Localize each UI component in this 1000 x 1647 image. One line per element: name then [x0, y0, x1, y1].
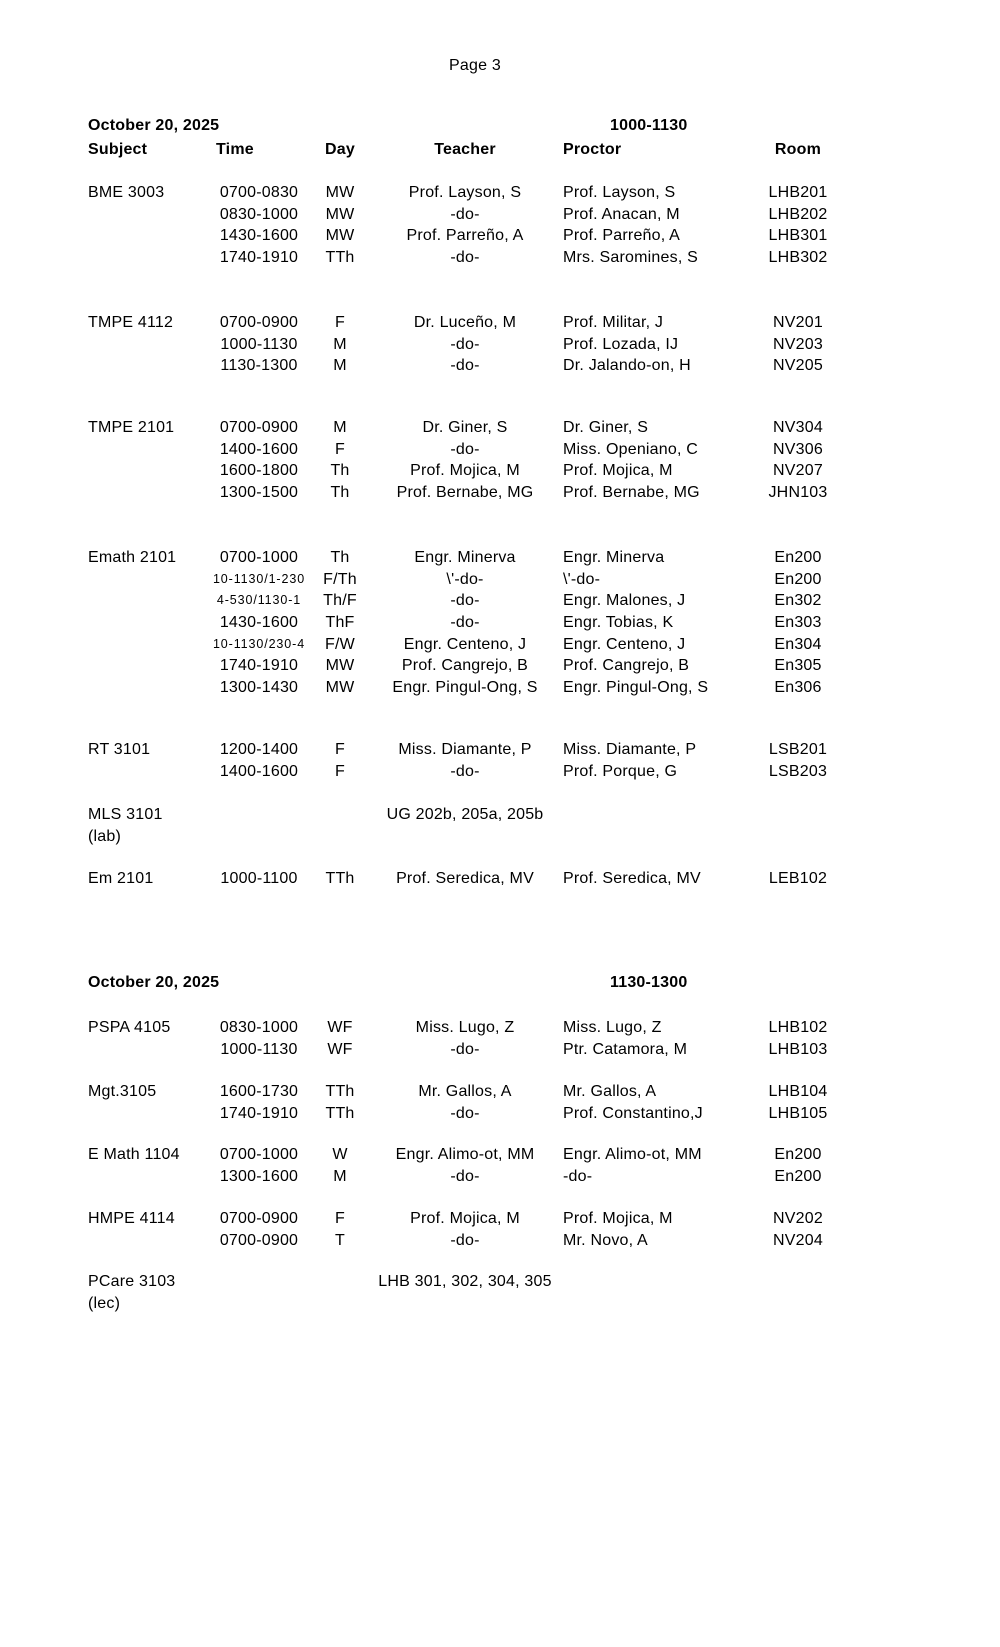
subject-cell — [88, 225, 205, 247]
time-cell: 10-1130/1-230 — [212, 571, 306, 586]
proctor-cell: Prof. Mojica, M — [563, 462, 673, 480]
table-row — [88, 634, 833, 656]
table-row — [88, 460, 833, 482]
subject-cell: E Math 1104 — [88, 1146, 180, 1163]
subject-cell: MLS 3101 — [88, 806, 163, 823]
subject-cell: Em 2101 — [88, 870, 154, 887]
table-row — [88, 247, 833, 269]
room-cell: En303 — [774, 614, 822, 632]
teacher-cell: -do- — [450, 614, 480, 632]
teacher-cell: Engr. Alimo-ot, MM — [395, 1146, 535, 1163]
proctor-cell: -do- — [563, 1167, 593, 1185]
time-cell: 1740-1910 — [219, 249, 299, 267]
time-cell: 0700-0900 — [219, 1210, 299, 1227]
subject-group — [88, 1081, 833, 1124]
room-cell: NV203 — [773, 335, 823, 353]
day-cell: M — [333, 419, 347, 436]
table-row — [88, 1293, 833, 1315]
day-cell: F/W — [325, 635, 355, 653]
time-cell: 1430-1600 — [219, 227, 299, 245]
proctor-cell: Engr. Minerva — [563, 549, 665, 566]
table-row — [88, 204, 833, 226]
subject-group — [88, 868, 833, 890]
teacher-cell: -do- — [450, 440, 480, 458]
room-cell: En304 — [774, 635, 822, 653]
proctor-cell: Prof. Cangrejo, B — [563, 657, 690, 675]
subject-cell — [88, 655, 205, 677]
day-cell: MW — [325, 184, 355, 201]
room-cell: En302 — [774, 592, 822, 610]
subject-cell: PCare 3103 — [88, 1273, 176, 1290]
day-cell: ThF — [325, 614, 355, 632]
day-cell: Th — [330, 549, 350, 566]
room-cell: LHB202 — [768, 205, 828, 223]
teacher-cell: Miss. Lugo, Z — [415, 1019, 515, 1036]
table-row — [88, 1271, 833, 1293]
day-cell: TTh — [325, 1083, 355, 1100]
column-header-subject: Subject — [88, 141, 148, 158]
day-cell — [313, 804, 367, 826]
table-row — [88, 804, 833, 826]
column-header-teacher: Teacher — [434, 141, 496, 158]
time-cell: 0700-0900 — [219, 314, 299, 331]
subject-group — [88, 804, 833, 847]
time-cell: 1740-1910 — [219, 1104, 299, 1122]
proctor-cell: Prof. Constantino,J — [563, 1104, 703, 1122]
day-cell: F — [335, 440, 345, 458]
proctor-cell — [563, 804, 763, 826]
teacher-cell: \'-do- — [446, 570, 484, 588]
proctor-cell: Prof. Porque, G — [563, 762, 678, 780]
table-row — [88, 1208, 833, 1230]
time-cell: 0700-0900 — [219, 419, 299, 436]
day-cell: M — [333, 1167, 347, 1185]
room-cell: LHB301 — [768, 227, 828, 245]
subject-cell: HMPE 4114 — [88, 1210, 175, 1227]
exam-time-slot: 1130-1300 — [610, 974, 688, 991]
room-cell: En200 — [774, 549, 822, 566]
subject-cell — [88, 334, 205, 356]
day-cell: F/Th — [323, 570, 357, 588]
subject-group — [88, 1271, 833, 1314]
teacher-cell: -do- — [450, 1040, 480, 1058]
table-row — [88, 334, 833, 356]
subject-group — [88, 182, 833, 269]
proctor-cell: Engr. Alimo-ot, MM — [563, 1146, 702, 1163]
room-cell: LSB201 — [768, 741, 828, 758]
day-cell: F — [335, 1210, 345, 1227]
time-cell: 0700-0900 — [219, 1231, 299, 1249]
time-cell — [205, 1271, 313, 1293]
subject-cell — [88, 1039, 205, 1061]
day-cell: WF — [327, 1019, 353, 1036]
room-cell: En200 — [774, 570, 822, 588]
teacher-cell: Engr. Minerva — [414, 549, 516, 566]
column-header-day: Day — [325, 141, 355, 158]
proctor-cell: Mrs. Saromines, S — [563, 249, 698, 267]
time-cell: 1430-1600 — [219, 614, 299, 632]
table-row — [88, 655, 833, 677]
day-cell: F — [335, 762, 345, 780]
subject-cell — [88, 482, 205, 504]
time-cell: 1300-1600 — [219, 1167, 299, 1185]
teacher-cell: -do- — [450, 205, 480, 223]
subject-cell: PSPA 4105 — [88, 1019, 171, 1036]
room-cell: LSB203 — [768, 762, 828, 780]
proctor-cell: \'-do- — [563, 570, 601, 588]
teacher-cell: -do- — [450, 357, 480, 375]
subject-cell — [88, 569, 205, 591]
table-row — [88, 1039, 833, 1061]
teacher-cell: -do- — [450, 1104, 480, 1122]
day-cell: Th — [330, 484, 350, 502]
table-row — [88, 1144, 833, 1166]
subject-cell — [88, 204, 205, 226]
teacher-cell: Miss. Diamante, P — [398, 741, 532, 758]
block-date-line — [0, 117, 1000, 139]
day-cell: F — [335, 314, 345, 331]
block-date-line — [0, 974, 1000, 996]
proctor-cell: Mr. Gallos, A — [563, 1083, 657, 1100]
time-cell: 1200-1400 — [219, 741, 299, 758]
teacher-cell: -do- — [450, 1231, 480, 1249]
time-cell: 1600-1800 — [219, 462, 299, 480]
room-cell: NV201 — [773, 314, 823, 331]
proctor-cell: Prof. Bernabe, MG — [563, 484, 700, 502]
time-cell: 1130-1300 — [220, 357, 298, 375]
day-cell: MW — [325, 205, 355, 223]
subject-cell: Emath 2101 — [88, 549, 177, 566]
table-row — [88, 612, 833, 634]
subject-note-cell: (lab) — [88, 827, 122, 845]
proctor-cell: Prof. Parreño, A — [563, 227, 681, 245]
table-row — [88, 761, 833, 783]
room-cell: LHB105 — [768, 1104, 828, 1122]
day-cell: M — [333, 335, 347, 353]
time-cell: 1000-1130 — [220, 1040, 298, 1058]
table-row — [88, 225, 833, 247]
time-cell: 1600-1730 — [219, 1083, 299, 1100]
exam-date: October 20, 2025 — [88, 974, 220, 991]
page-number: Page 3 — [449, 57, 501, 74]
subject-cell — [88, 439, 205, 461]
day-cell: Th — [330, 462, 350, 480]
day-cell: M — [333, 357, 347, 375]
time-cell — [205, 804, 313, 826]
table-row — [88, 569, 833, 591]
subject-cell — [88, 1230, 205, 1252]
proctor-cell: Engr. Tobias, K — [563, 614, 674, 632]
column-header-row — [88, 139, 833, 161]
subject-group — [88, 739, 833, 782]
room-cell: NV207 — [773, 462, 823, 480]
time-cell: 1740-1910 — [219, 657, 299, 675]
day-cell: TTh — [325, 249, 355, 267]
room-cell: LHB103 — [768, 1040, 828, 1058]
table-row — [88, 1017, 833, 1039]
day-cell: MW — [325, 679, 355, 697]
table-row — [88, 439, 833, 461]
room-cell: En200 — [774, 1167, 822, 1185]
teacher-cell: Prof. Mojica, M — [410, 462, 520, 480]
table-row — [88, 868, 833, 890]
subject-group — [88, 312, 833, 377]
subject-cell: RT 3101 — [88, 741, 151, 758]
room-cell: LHB201 — [768, 184, 828, 201]
teacher-cell: Engr. Pingul-Ong, S — [392, 679, 538, 697]
teacher-cell: Mr. Gallos, A — [418, 1083, 512, 1100]
room-cell: LEB102 — [768, 870, 828, 887]
day-cell: WF — [327, 1040, 353, 1058]
day-cell: Th/F — [323, 592, 357, 610]
day-cell: TTh — [325, 1104, 355, 1122]
column-header-room: Room — [774, 141, 822, 158]
proctor-cell: Dr. Jalando-on, H — [563, 357, 691, 375]
room-cell: NV202 — [773, 1210, 823, 1227]
time-cell: 1000-1100 — [220, 870, 298, 887]
subject-cell — [88, 1166, 205, 1188]
teacher-cell: -do- — [450, 762, 480, 780]
teacher-cell: Dr. Giner, S — [422, 419, 508, 436]
subject-group — [88, 1017, 833, 1060]
time-cell: 0700-1000 — [219, 1146, 299, 1163]
table-row — [88, 1103, 833, 1125]
teacher-cell: -do- — [450, 1167, 480, 1185]
time-cell: 4-530/1130-1 — [216, 593, 302, 608]
teacher-cell: Prof. Bernabe, MG — [396, 484, 534, 502]
room-cell: En305 — [774, 657, 822, 675]
room-cell: LHB102 — [768, 1019, 828, 1036]
proctor-cell: Prof. Lozada, IJ — [563, 335, 679, 353]
subject-cell: BME 3003 — [88, 184, 165, 201]
teacher-cell: Prof. Mojica, M — [410, 1210, 520, 1227]
table-row — [88, 547, 833, 569]
room-cell: LHB104 — [768, 1083, 828, 1100]
proctor-cell: Prof. Seredica, MV — [563, 870, 701, 887]
day-cell: MW — [325, 227, 355, 245]
room-cell: NV204 — [773, 1231, 823, 1249]
subject-cell — [88, 761, 205, 783]
subject-cell: TMPE 4112 — [88, 314, 174, 331]
teacher-cell: Prof. Cangrejo, B — [401, 657, 529, 675]
proctor-cell — [563, 1271, 763, 1293]
subject-note-cell: (lec) — [88, 1294, 121, 1312]
proctor-cell: Prof. Anacan, M — [563, 205, 680, 223]
column-header-time: Time — [216, 141, 254, 158]
subject-cell — [88, 355, 205, 377]
table-row — [88, 1081, 833, 1103]
exam-date: October 20, 2025 — [88, 117, 220, 134]
proctor-cell: Miss. Openiano, C — [563, 440, 699, 458]
teacher-cell: -do- — [450, 592, 480, 610]
subject-cell — [88, 1103, 205, 1125]
teacher-cell: Prof. Seredica, MV — [396, 870, 534, 887]
proctor-cell: Miss. Lugo, Z — [563, 1019, 662, 1036]
table-row — [88, 677, 833, 699]
subject-group — [88, 1208, 833, 1251]
room-cell: En200 — [774, 1146, 822, 1163]
subject-cell — [88, 677, 205, 699]
subject-cell — [88, 634, 205, 656]
subject-group — [88, 1144, 833, 1187]
exam-time-slot: 1000-1130 — [610, 117, 688, 134]
proctor-cell: Mr. Novo, A — [563, 1231, 648, 1249]
subject-group — [88, 417, 833, 504]
room-cell — [763, 804, 833, 826]
room-cell: JHN103 — [768, 484, 828, 502]
time-cell: 0830-1000 — [219, 205, 299, 223]
group-note: UG 202b, 205a, 205b — [386, 806, 544, 823]
proctor-cell: Prof. Mojica, M — [563, 1210, 673, 1227]
day-cell: T — [335, 1231, 345, 1249]
time-cell: 1400-1600 — [219, 762, 299, 780]
day-cell — [313, 1271, 367, 1293]
teacher-cell: -do- — [450, 335, 480, 353]
time-cell: 1400-1600 — [219, 440, 299, 458]
proctor-cell: Ptr. Catamora, M — [563, 1040, 688, 1058]
day-cell: W — [332, 1146, 348, 1163]
teacher-cell: Prof. Parreño, A — [406, 227, 524, 245]
table-row — [88, 417, 833, 439]
room-cell — [763, 1271, 833, 1293]
day-cell: TTh — [325, 870, 355, 887]
day-cell: MW — [325, 657, 355, 675]
time-cell: 1300-1500 — [219, 484, 299, 502]
day-cell: F — [335, 741, 345, 758]
proctor-cell: Dr. Giner, S — [563, 419, 649, 436]
subject-group — [88, 547, 833, 699]
table-row — [88, 590, 833, 612]
table-row — [88, 826, 833, 848]
time-cell: 0700-1000 — [219, 549, 299, 566]
room-cell: En306 — [774, 679, 822, 697]
teacher-cell: -do- — [450, 249, 480, 267]
time-cell: 0700-0830 — [219, 184, 299, 201]
teacher-cell: Prof. Layson, S — [408, 184, 522, 201]
subject-cell — [88, 460, 205, 482]
table-row — [88, 482, 833, 504]
subject-cell — [88, 247, 205, 269]
room-cell: NV205 — [773, 357, 823, 375]
time-cell: 1000-1130 — [220, 335, 298, 353]
proctor-cell: Prof. Militar, J — [563, 314, 664, 331]
proctor-cell: Prof. Layson, S — [563, 184, 676, 201]
room-cell: NV306 — [773, 440, 823, 458]
table-row — [88, 355, 833, 377]
column-header-proctor: Proctor — [563, 141, 622, 158]
table-row — [88, 182, 833, 204]
table-row — [88, 1166, 833, 1188]
subject-cell: TMPE 2101 — [88, 419, 175, 436]
teacher-cell: Dr. Luceño, M — [413, 314, 517, 331]
time-cell: 1300-1430 — [219, 679, 299, 697]
proctor-cell: Engr. Malones, J — [563, 592, 686, 610]
proctor-cell: Engr. Centeno, J — [563, 635, 686, 653]
subject-cell — [88, 612, 205, 634]
time-cell: 0830-1000 — [219, 1019, 299, 1036]
teacher-cell: Engr. Centeno, J — [403, 635, 527, 653]
table-row — [88, 1230, 833, 1252]
group-note: LHB 301, 302, 304, 305 — [378, 1273, 552, 1290]
table-row — [88, 312, 833, 334]
room-cell: LHB302 — [768, 249, 828, 267]
time-cell: 10-1130/230-4 — [212, 636, 306, 651]
room-cell: NV304 — [773, 419, 823, 436]
proctor-cell: Miss. Diamante, P — [563, 741, 697, 758]
subject-cell: Mgt.3105 — [88, 1083, 157, 1100]
proctor-cell: Engr. Pingul-Ong, S — [563, 679, 709, 697]
subject-cell — [88, 590, 205, 612]
table-row — [88, 739, 833, 761]
